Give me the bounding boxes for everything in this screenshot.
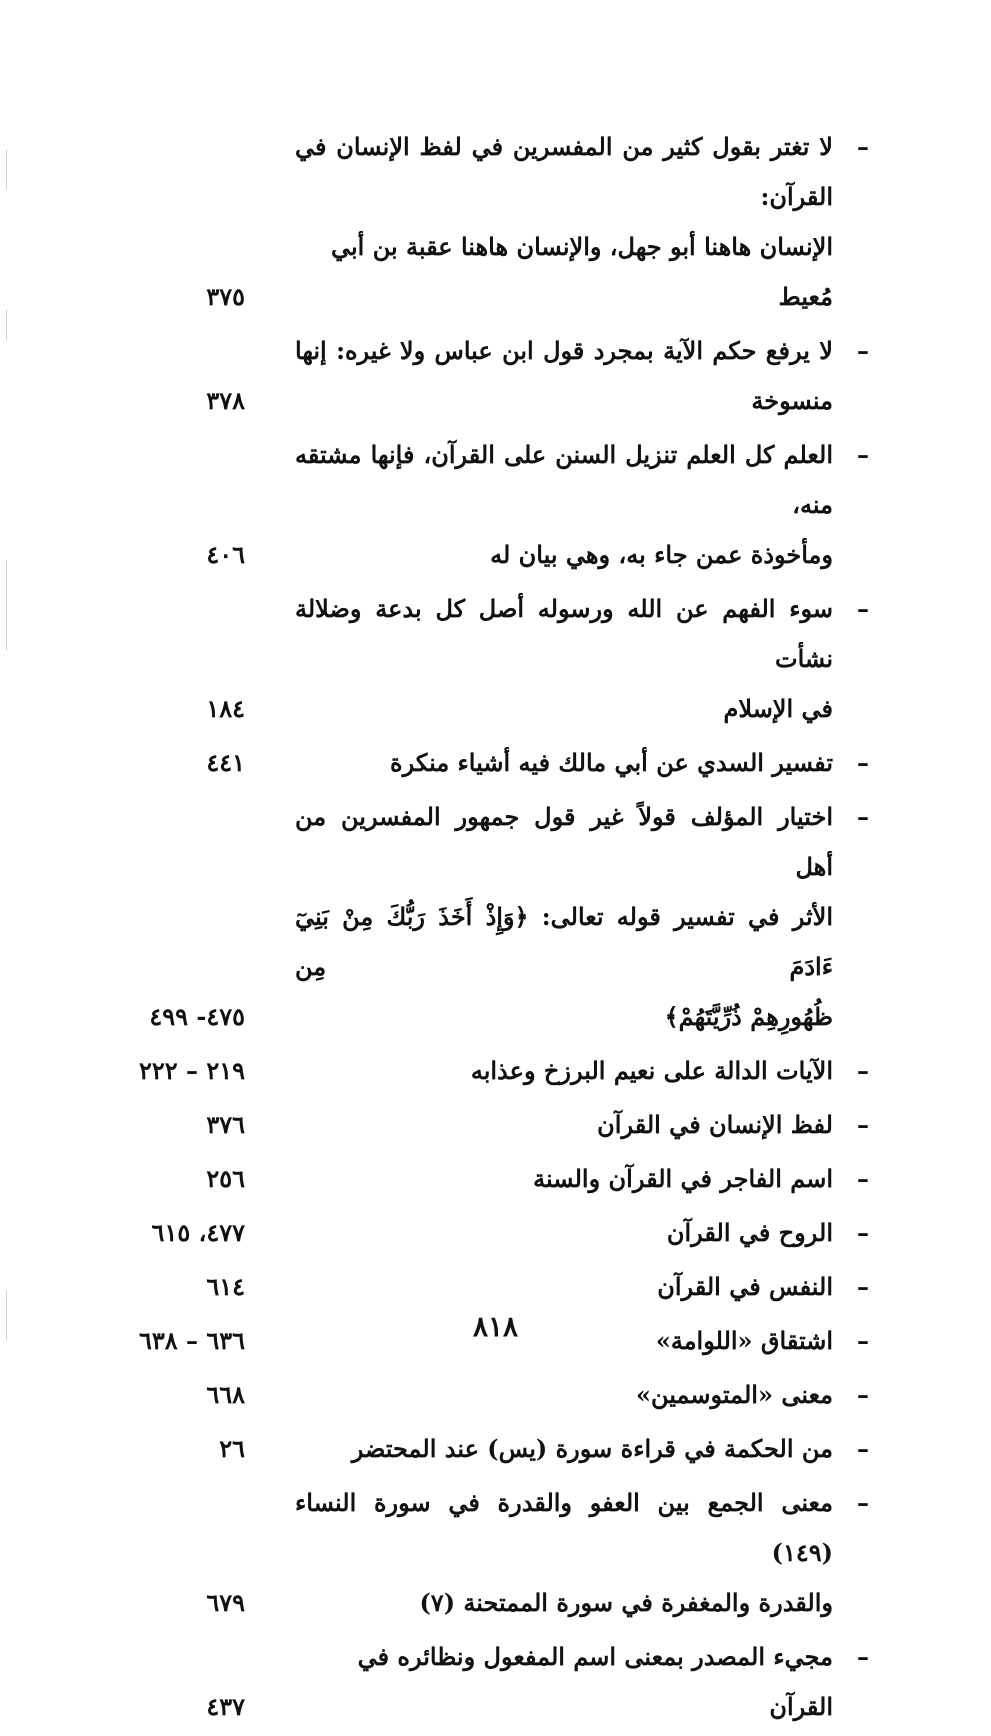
entry-page-reference: ٢١٩ – ٢٢٢: [138, 1056, 245, 1085]
entry-dash-marker: –: [857, 336, 869, 365]
index-entry: [95, 122, 875, 322]
entry-text: [295, 1478, 833, 1628]
entry-text-line: الروح في القرآن: [666, 1218, 833, 1247]
index-entry: [95, 1478, 875, 1628]
entry-page-reference: ٤٧٥- ٤٩٩: [149, 1002, 245, 1031]
index-entry: [95, 584, 875, 734]
entry-dash-marker: –: [857, 132, 869, 161]
scan-edge-mark: [6, 150, 7, 190]
entry-text: [295, 1208, 833, 1258]
entry-text-line: مجيء المصدر بمعنى اسم المفعول ونظائره في القرآن: [357, 1642, 833, 1721]
entry-page-reference: ٤٠٦: [206, 540, 245, 569]
entry-text-line: ومأخوذة عمن جاء به، وهي بيان له: [490, 540, 833, 569]
entry-dash-marker: –: [857, 1434, 869, 1463]
entry-page-reference: ٣٧٥: [206, 282, 245, 311]
index-entry: [95, 430, 875, 580]
entry-text-line: الإنسان هاهنا أبو جهل، والإنسان هاهنا عقبة بن أبي مُعيط: [331, 232, 833, 311]
entry-text: [295, 1370, 833, 1420]
page-number: ٨١٨: [472, 1310, 519, 1343]
index-entry: [95, 792, 875, 1042]
entry-page-reference: ١٨٤: [206, 694, 245, 723]
entry-text-line: العلم كل العلم تنزيل السنن على القرآن، فإنها مشتقه منه،: [295, 440, 833, 519]
entry-dash-marker: –: [857, 1488, 869, 1517]
entry-text-line: منسوخة: [751, 386, 833, 415]
index-entry: [95, 1100, 875, 1150]
entry-dash-marker: –: [857, 1110, 869, 1139]
entry-text-line: سوء الفهم عن الله ورسوله أصل كل بدعة وضلالة نشأت: [295, 594, 833, 673]
entry-text: [295, 1262, 833, 1312]
index-entry: [95, 326, 875, 426]
entry-text-line: معنى الجمع بين العفو والقدرة في سورة النساء (١٤٩): [295, 1488, 833, 1567]
entry-page-reference: ٦١٤: [206, 1272, 245, 1301]
entry-dash-marker: –: [857, 802, 869, 831]
index-entry: [95, 1424, 875, 1474]
entry-dash-marker: –: [857, 594, 869, 623]
entry-dash-marker: –: [857, 748, 869, 777]
entry-text: [295, 1154, 833, 1204]
entry-text-line: اختيار المؤلف قولاً غير قول جمهور المفسرين من أهل: [295, 802, 833, 881]
entry-text: [295, 1632, 833, 1732]
index-entry: [95, 1262, 875, 1312]
entry-page-reference: ٤٣٧: [206, 1692, 245, 1721]
index-entry: [95, 1370, 875, 1420]
entry-text: [295, 430, 833, 580]
entry-text-line: لفظ الإنسان في القرآن: [597, 1110, 833, 1139]
entry-text-line: اسم الفاجر في القرآن والسنة: [533, 1164, 833, 1193]
entry-text-line: اشتقاق «اللوامة»: [655, 1326, 833, 1355]
entry-text-line: الآيات الدالة على نعيم البرزخ وعذابه: [470, 1056, 833, 1085]
entry-text-line: معنى «المتوسمين»: [635, 1380, 833, 1409]
entry-page-reference: ٢٦: [219, 1434, 245, 1463]
entry-dash-marker: –: [857, 1272, 869, 1301]
index-entry: [95, 1208, 875, 1258]
entry-page-reference: ٦٦٨: [206, 1380, 245, 1409]
entry-page-reference: ٦٣٦ – ٦٣٨: [138, 1326, 245, 1355]
entry-dash-marker: –: [857, 1326, 869, 1355]
scan-edge-mark: [6, 560, 7, 650]
entry-dash-marker: –: [857, 1164, 869, 1193]
entry-text-line: النفس في القرآن: [657, 1272, 833, 1301]
entry-dash-marker: –: [857, 1380, 869, 1409]
entry-text-line: لا تغتر بقول كثير من المفسرين في لفظ الإنسان في القرآن:: [295, 132, 833, 211]
entry-page-reference: ٤٧٧، ٦١٥: [151, 1218, 245, 1247]
index-entry: [95, 1632, 875, 1732]
entry-dash-marker: –: [857, 1218, 869, 1247]
entry-page-reference: ٤٤١: [206, 748, 245, 777]
entry-text: [295, 584, 833, 734]
entry-page-reference: ٦٧٩: [206, 1588, 245, 1617]
entry-text-line: تفسير السدي عن أبي مالك فيه أشياء منكرة: [390, 748, 833, 777]
entry-text-line: ظُهُورِهِمْ ذُرِّيَّتَهُمْ﴾: [664, 1002, 833, 1031]
entry-text-line: والقدرة والمغفرة في سورة الممتحنة (٧): [419, 1588, 833, 1617]
scan-edge-mark: [6, 310, 7, 340]
entry-text: [295, 1424, 833, 1474]
entry-text: [295, 1100, 833, 1150]
entry-dash-marker: –: [857, 1642, 869, 1671]
entry-text: [295, 122, 833, 322]
entry-text-line: الأثر في تفسير قوله تعالى: ﴿وَإِذْ أَخَذَ رَبُّكَ مِنْ بَنِيٓ ءَادَمَ مِن: [295, 902, 833, 981]
entry-text: [295, 792, 833, 1042]
index-entry: [95, 738, 875, 788]
entry-text: [295, 738, 833, 788]
entry-page-reference: ٣٧٨: [206, 386, 245, 415]
entry-dash-marker: –: [857, 440, 869, 469]
index-entry: [95, 1046, 875, 1096]
entry-page-reference: ٣٧٦: [206, 1110, 245, 1139]
entry-text-line: في الإسلام: [723, 694, 833, 723]
entry-text-line: لا يرفع حكم الآية بمجرد قول ابن عباس ولا غيره: إنها: [295, 336, 833, 365]
entry-text: [295, 1046, 833, 1096]
subject-index-list: [95, 122, 875, 1736]
entry-page-reference: ٢٥٦: [206, 1164, 245, 1193]
entry-text-line: من الحكمة في قراءة سورة (يس) عند المحتضر: [351, 1434, 833, 1463]
index-entry: [95, 1154, 875, 1204]
entry-dash-marker: –: [857, 1056, 869, 1085]
entry-text: [295, 326, 833, 426]
